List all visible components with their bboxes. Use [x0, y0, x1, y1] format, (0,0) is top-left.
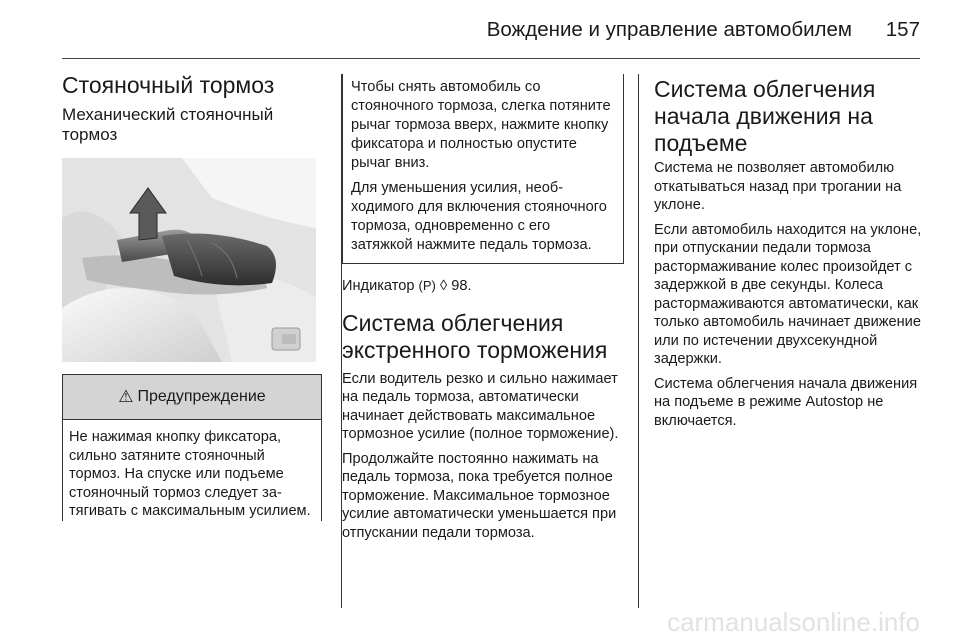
page-number: 157 — [885, 18, 920, 41]
indicator-reference — [342, 277, 624, 296]
indicator-page-ref[interactable]: 98. — [451, 278, 472, 294]
column-2 — [342, 74, 624, 542]
section-heading: Система облегчения начала движения на подъеме — [654, 76, 876, 156]
body-paragraph: Если водитель резко и сильно нажимает на педаль тормоза, автоматически начинает действовать максимальное тормозное усилие (полное торможение). — [342, 370, 619, 442]
box-paragraph: Чтобы снять автомобиль со стояночного тормоза, слегка потяните рычаг тормоза вверх, нажмите кнопку фиксатора и полностью опустите рычаг вниз. — [351, 79, 611, 171]
warning-title: Предупреждение — [137, 388, 266, 405]
column-3 — [654, 72, 924, 430]
warning-header — [63, 375, 321, 420]
column-divider — [638, 74, 639, 608]
box-paragraph: Для уменьшения усилия, необходимого для включения стояночного тормоза, одновременно с его затяжкой нажмите педаль тормоза. — [351, 180, 607, 253]
section-heading: Система облегчения экстренного торможения — [342, 309, 608, 363]
warning-text: Не нажимая кнопку фиксатора, сильно затяните стояночный тормоз. На спуске или подъеме стояночный тормоз следует затягивать с максимальным усилием. — [69, 429, 311, 519]
parking-brake-illustration — [62, 158, 316, 362]
body-paragraph: Система не позволяет автомобилю откатываться назад при трогании на уклоне. — [654, 160, 902, 213]
section-heading: Стояночный тормоз — [62, 72, 275, 98]
body-paragraph: Система облегчения начала движения на подъеме в режиме Autostop не включается. — [654, 375, 918, 429]
body-paragraph: Продолжайте постоянно нажимать на педаль тормоза, пока требуется полное торможение. Максимальное тормозное усилие автоматически уменьшается при отпускании педали тормоза. — [342, 450, 617, 541]
body-paragraph: Если автомобиль находится на уклоне, при отпускании педали тормоза растормаживание колес произойдет с задержкой в две секунды. Колеса растормаживаются автоматически, как только автомобиль начинает движение или по истечении двухсекундной задержки. — [654, 221, 922, 367]
parking-brake-photo — [62, 158, 316, 362]
indicator-label: Индикатор — [342, 278, 415, 294]
warning-box — [62, 374, 322, 521]
header-title: Вождение и управление автомобилем — [486, 18, 852, 41]
parking-indicator-icon: (P) — [418, 278, 436, 293]
warning-triangle-icon: ⚠ — [118, 387, 134, 406]
subsection-heading: Механический стояночный тормоз — [62, 105, 274, 144]
watermark: carmanualsonline.info — [667, 607, 920, 637]
page-ref-arrow-icon: ◊ — [439, 278, 448, 294]
warning-continuation-box — [342, 74, 624, 264]
column-1 — [62, 72, 322, 521]
header-rule — [62, 58, 920, 59]
